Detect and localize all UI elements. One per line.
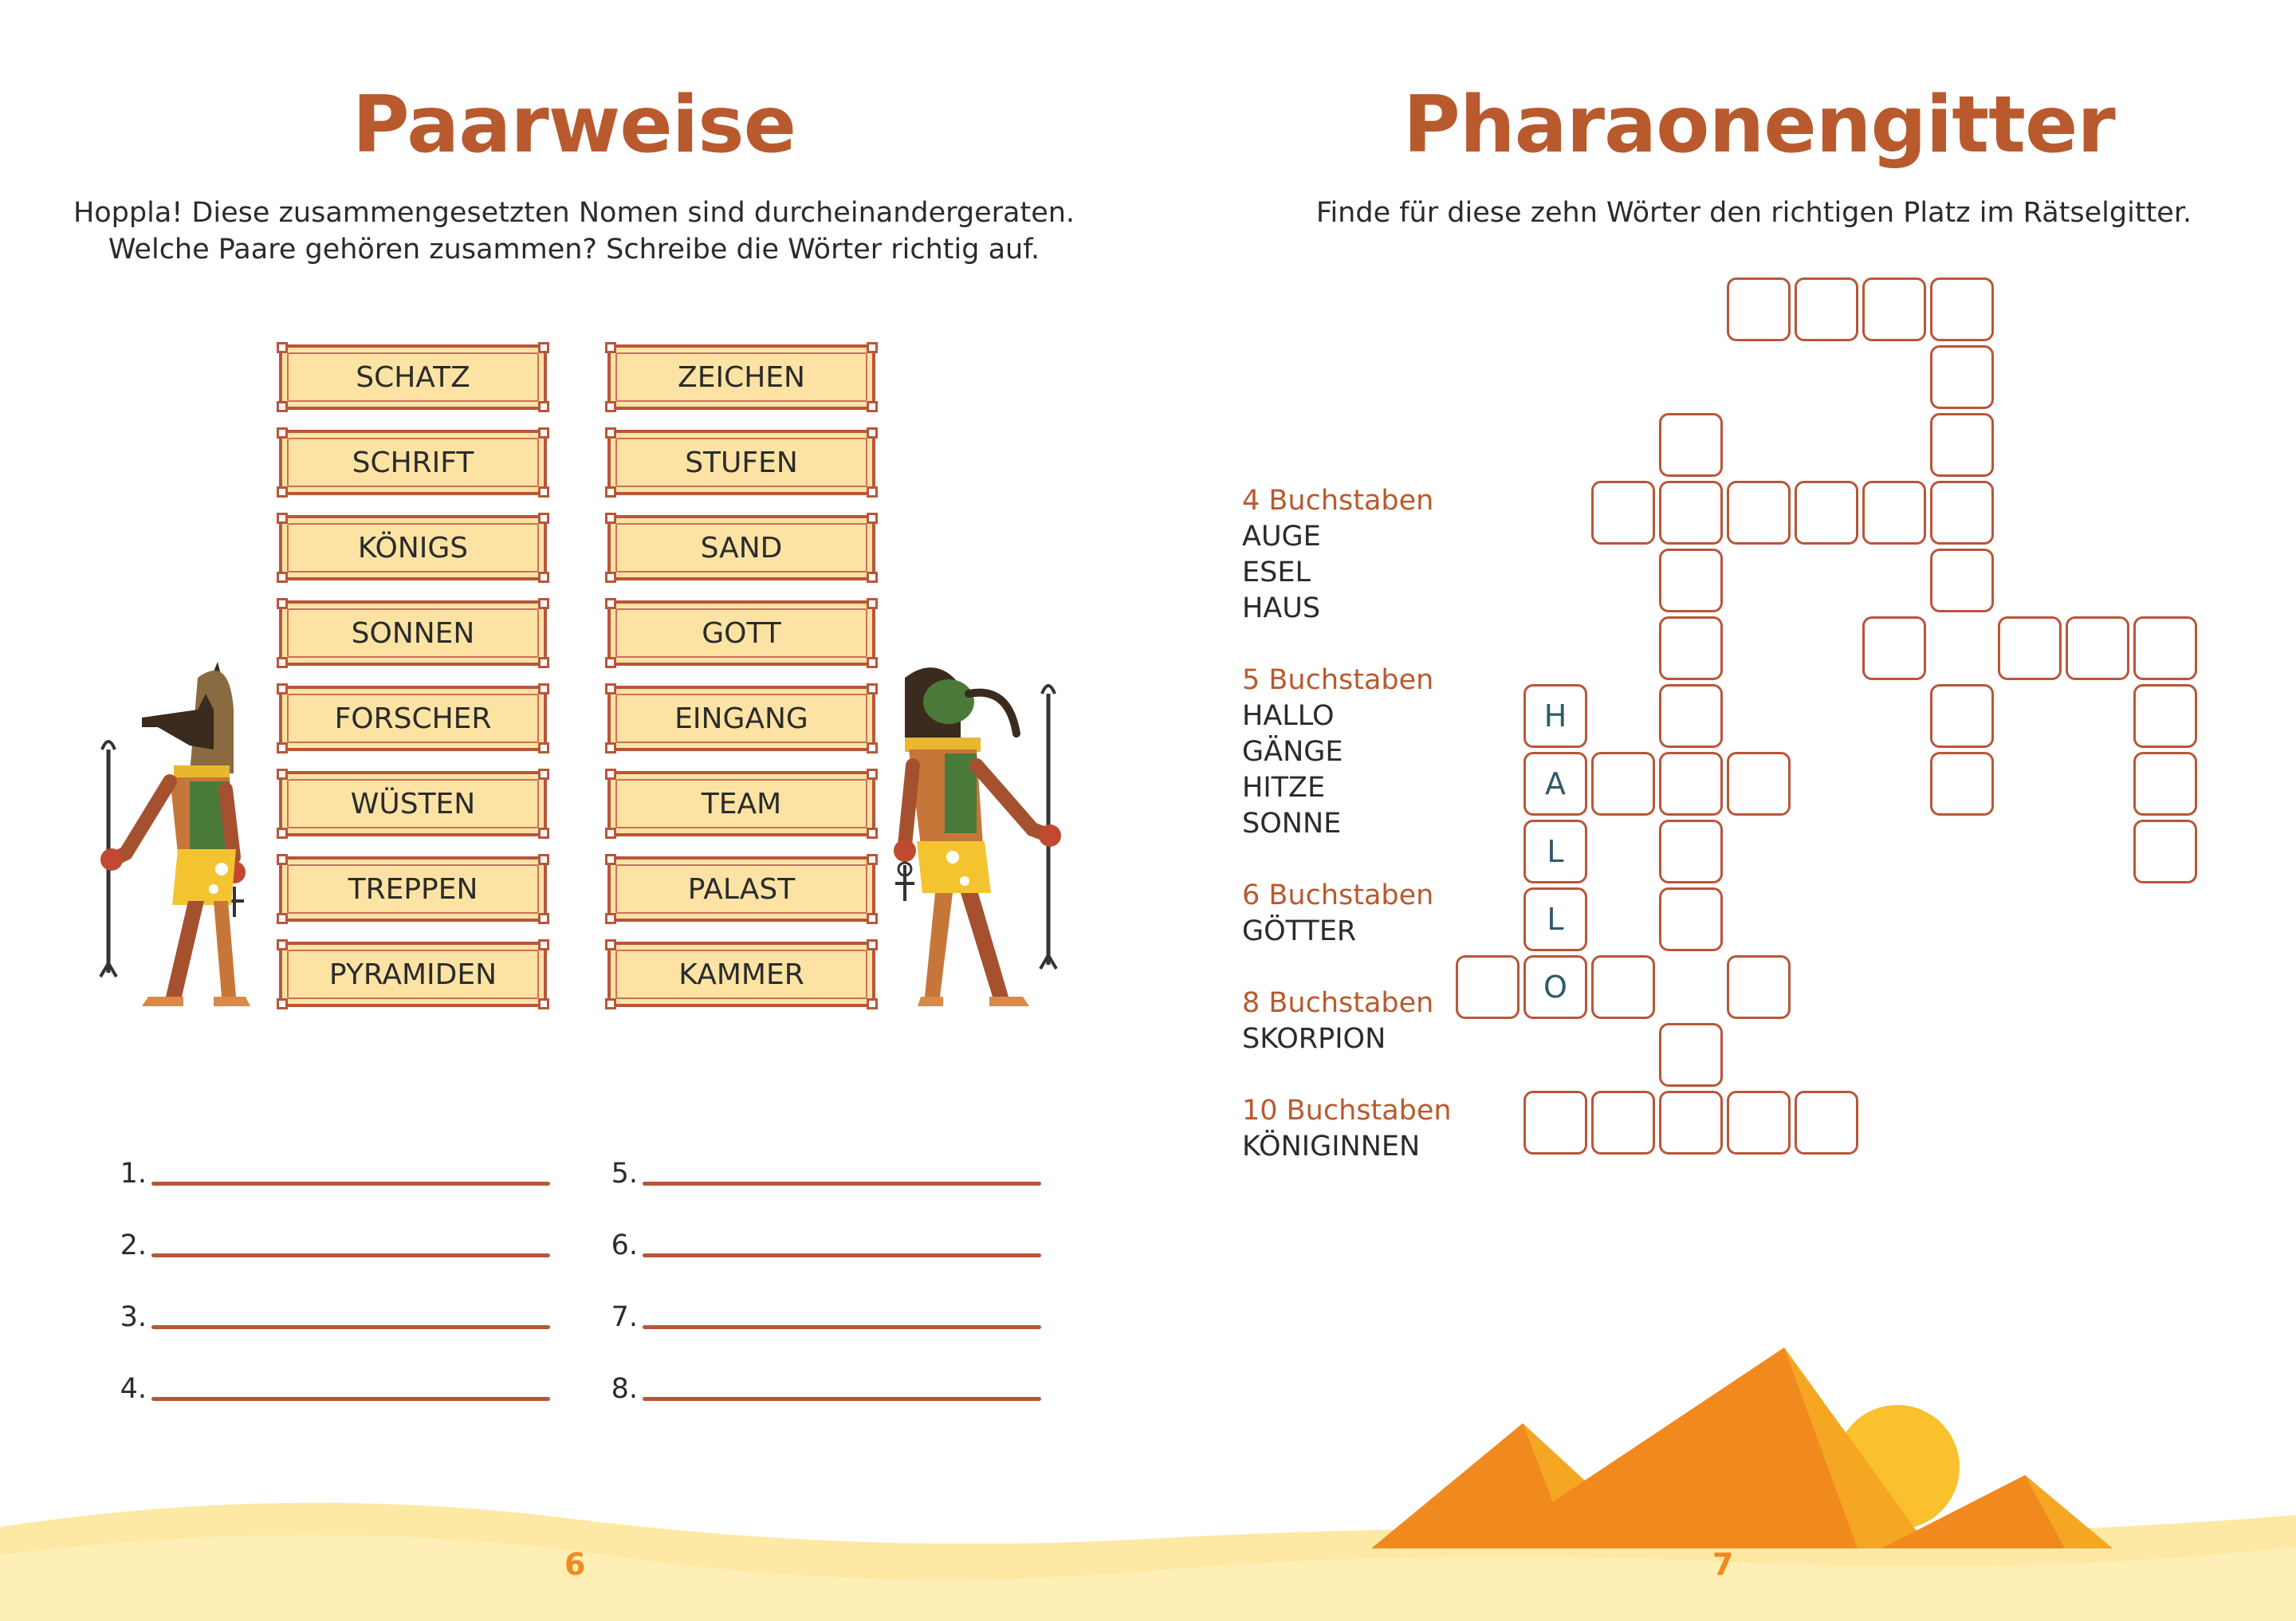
word-list-item: GÖTTER (1242, 915, 1357, 947)
word-plate (279, 430, 547, 495)
plate-corner (605, 742, 616, 753)
intro-left-line1: Hoppla! Diese zusammengesetzten Nomen sind durcheinandergeraten. (73, 197, 1075, 229)
word-plate-label: GOTT (702, 616, 781, 650)
word-plate-label: KAMMER (678, 958, 804, 991)
plate-corner (605, 683, 616, 694)
word-list-item: ESEL (1242, 557, 1311, 588)
plate-corner (605, 427, 616, 439)
crossword-cell-example (1523, 752, 1587, 816)
plate-corner (538, 854, 549, 865)
plate-corner (538, 913, 549, 924)
word-plate-label: FORSCHER (334, 702, 492, 735)
plate-corner (538, 769, 549, 780)
plate-corner (605, 486, 616, 498)
plate-corner (605, 828, 616, 839)
word-group-heading: 5 Buchstaben (1242, 664, 1434, 696)
plate-corner (277, 598, 288, 609)
word-group-heading: 8 Buchstaben (1242, 987, 1434, 1019)
crossword-cell[interactable] (1795, 481, 1858, 545)
plate-corner (867, 939, 878, 950)
page-title-right: Pharaonengitter (1403, 80, 2115, 171)
word-plate-label: EINGANG (674, 702, 808, 735)
word-plate-label: KÖNIGS (357, 531, 469, 565)
crossword-cell[interactable] (1862, 277, 1926, 341)
crossword-cell[interactable] (1727, 1091, 1791, 1155)
crossword-cell[interactable] (1523, 1091, 1587, 1155)
plate-corner (277, 828, 288, 839)
plate-corner (867, 998, 878, 1009)
crossword-cell[interactable] (1659, 616, 1723, 680)
page-number-left: 6 (564, 1547, 586, 1582)
plate-corner (277, 342, 288, 353)
crossword-cell[interactable] (1591, 1091, 1655, 1155)
word-plate (607, 942, 875, 1007)
plate-corner (277, 998, 288, 1009)
word-list-item: HITZE (1242, 772, 1326, 804)
crossword-cell[interactable] (1659, 549, 1723, 612)
word-list-item: SONNE (1242, 808, 1342, 840)
crossword-cell[interactable] (1930, 752, 1994, 816)
word-list-item: KÖNIGINNEN (1242, 1131, 1421, 1163)
word-plate (607, 430, 875, 495)
word-list-item: HALLO (1242, 700, 1335, 732)
word-plate-label: PYRAMIDEN (328, 958, 497, 991)
crossword-cell[interactable] (2133, 684, 2197, 748)
crossword-cell[interactable] (1998, 616, 2062, 680)
crossword-cell[interactable] (2133, 616, 2197, 680)
plate-corner (538, 342, 549, 353)
example-letter: H (1543, 698, 1567, 734)
plate-corner (538, 683, 549, 694)
word-plate-label: TEAM (701, 787, 782, 820)
plate-corner (867, 598, 878, 609)
word-plate (279, 344, 547, 410)
crossword-cell[interactable] (1591, 752, 1655, 816)
plate-corner (277, 427, 288, 439)
crossword-cell-example (1523, 820, 1587, 883)
crossword-cell[interactable] (1659, 413, 1723, 477)
word-plate (607, 771, 875, 836)
plate-corner (605, 598, 616, 609)
plate-corner (867, 572, 878, 583)
plate-corner (605, 657, 616, 668)
word-plate (607, 856, 875, 922)
plate-corner (867, 683, 878, 694)
crossword-cell-example (1523, 955, 1587, 1019)
word-group-heading: 10 Buchstaben (1242, 1095, 1452, 1127)
crossword-cell[interactable] (1727, 752, 1791, 816)
word-plate (279, 771, 547, 836)
plate-corner (538, 513, 549, 524)
plate-corner (538, 939, 549, 950)
crossword-cell[interactable] (1659, 887, 1723, 951)
answer-line[interactable] (643, 1325, 1041, 1329)
word-plate-label: SCHATZ (356, 360, 470, 394)
word-list-item: GÄNGE (1242, 736, 1343, 768)
answer-number: 3. (120, 1301, 147, 1333)
word-list-item: HAUS (1242, 592, 1321, 624)
page-title-left: Paarweise (352, 80, 796, 171)
crossword-cell[interactable] (1930, 549, 1994, 612)
plate-corner (538, 486, 549, 498)
crossword-cell[interactable] (1456, 955, 1520, 1019)
answer-number: 4. (120, 1373, 147, 1405)
plate-corner (867, 427, 878, 439)
crossword-cell[interactable] (1659, 1091, 1723, 1155)
plate-corner (277, 913, 288, 924)
crossword-cell[interactable] (1930, 684, 1994, 748)
plate-corner (277, 683, 288, 694)
word-plate (279, 942, 547, 1007)
plate-corner (605, 854, 616, 865)
pyramids-icon (1371, 1340, 2129, 1563)
word-plate-label: SCHRIFT (352, 446, 474, 479)
answer-number: 7. (611, 1301, 638, 1333)
crossword-cell[interactable] (1591, 481, 1655, 545)
word-plate-label: WÜSTEN (350, 787, 476, 820)
plate-corner (538, 742, 549, 753)
plate-corner (538, 657, 549, 668)
crossword-cell[interactable] (1727, 481, 1791, 545)
word-plate-label: SAND (700, 531, 783, 565)
plate-corner (538, 828, 549, 839)
crossword-cell-example (1523, 887, 1587, 951)
answer-line[interactable] (151, 1397, 550, 1401)
crossword-cell[interactable] (2133, 752, 2197, 816)
plate-corner (538, 427, 549, 439)
word-plate (607, 344, 875, 410)
plate-corner (605, 513, 616, 524)
crossword-cell[interactable] (2133, 820, 2197, 883)
plate-corner (605, 572, 616, 583)
plate-corner (277, 769, 288, 780)
plate-corner (277, 572, 288, 583)
word-group-heading: 4 Buchstaben (1242, 485, 1434, 517)
plate-corner (867, 742, 878, 753)
anubis-figure-icon (94, 662, 269, 1013)
example-letter: O (1543, 970, 1567, 1005)
page-number-right: 7 (1712, 1547, 1734, 1582)
crossword-cell[interactable] (2066, 616, 2129, 680)
plate-corner (605, 939, 616, 950)
answer-line[interactable] (151, 1182, 550, 1186)
crossword-cell[interactable] (1930, 345, 1994, 409)
thoth-figure-icon (889, 662, 1072, 1013)
plate-corner (605, 998, 616, 1009)
plate-corner (605, 913, 616, 924)
plate-corner (538, 572, 549, 583)
answer-number: 6. (611, 1230, 638, 1261)
crossword-cell[interactable] (1659, 752, 1723, 816)
intro-left-line2: Welche Paare gehören zusammen? Schreibe die Wörter richtig auf. (108, 234, 1040, 266)
crossword-cell[interactable] (1795, 277, 1858, 341)
plate-corner (277, 513, 288, 524)
example-letter: L (1547, 834, 1564, 869)
word-plate-label: STUFEN (685, 446, 798, 479)
answer-line[interactable] (643, 1397, 1041, 1401)
word-plate-label: SONNEN (351, 616, 475, 650)
plate-corner (867, 854, 878, 865)
crossword-cell[interactable] (1659, 820, 1723, 883)
plate-corner (605, 769, 616, 780)
plate-corner (867, 342, 878, 353)
plate-corner (867, 486, 878, 498)
answer-number: 2. (120, 1230, 147, 1261)
plate-corner (538, 598, 549, 609)
crossword-cell-example (1523, 684, 1587, 748)
plate-corner (867, 769, 878, 780)
word-plate-label: ZEICHEN (678, 360, 805, 394)
crossword-cell[interactable] (1659, 684, 1723, 748)
word-plate (607, 600, 875, 666)
crossword-cell[interactable] (1659, 481, 1723, 545)
word-plate (279, 856, 547, 922)
plate-corner (277, 854, 288, 865)
plate-corner (277, 742, 288, 753)
word-plate (607, 686, 875, 751)
word-list-item: AUGE (1242, 521, 1321, 553)
answer-line[interactable] (643, 1182, 1041, 1186)
word-plate (279, 600, 547, 666)
crossword-cell[interactable] (1727, 277, 1791, 341)
plate-corner (867, 401, 878, 412)
crossword-cell[interactable] (1591, 955, 1655, 1019)
plate-corner (538, 401, 549, 412)
word-plate-label: PALAST (687, 872, 796, 906)
plate-corner (867, 828, 878, 839)
crossword-cell[interactable] (1727, 955, 1791, 1019)
plate-corner (538, 998, 549, 1009)
crossword-cell[interactable] (1862, 616, 1926, 680)
word-list-item: SKORPION (1242, 1023, 1386, 1055)
word-plate (279, 515, 547, 580)
intro-left (64, 195, 1084, 268)
crossword-cell[interactable] (1930, 413, 1994, 477)
answer-line[interactable] (151, 1325, 550, 1329)
plate-corner (867, 513, 878, 524)
example-letter: L (1547, 902, 1564, 937)
word-group-heading: 6 Buchstaben (1242, 879, 1434, 911)
plate-corner (277, 657, 288, 668)
plate-corner (277, 939, 288, 950)
answer-line[interactable] (643, 1253, 1041, 1257)
crossword-cell[interactable] (1930, 481, 1994, 545)
crossword-cell[interactable] (1659, 1023, 1723, 1087)
plate-corner (277, 486, 288, 498)
plate-corner (605, 342, 616, 353)
answer-number: 8. (611, 1373, 638, 1405)
plate-corner (277, 401, 288, 412)
answer-number: 5. (611, 1158, 638, 1190)
plate-corner (867, 913, 878, 924)
intro-right: Finde für diese zehn Wörter den richtigen Platz im Rätselgitter. (1315, 197, 2192, 229)
crossword-cell[interactable] (1930, 277, 1994, 341)
answer-number: 1. (120, 1158, 147, 1190)
plate-corner (605, 401, 616, 412)
word-plate (279, 686, 547, 751)
word-plate (607, 515, 875, 580)
plate-corner (867, 657, 878, 668)
crossword-cell[interactable] (1795, 1091, 1858, 1155)
example-letter: A (1545, 766, 1566, 801)
answer-line[interactable] (151, 1253, 550, 1257)
word-plate-label: TREPPEN (348, 872, 478, 906)
crossword-cell[interactable] (1862, 481, 1926, 545)
